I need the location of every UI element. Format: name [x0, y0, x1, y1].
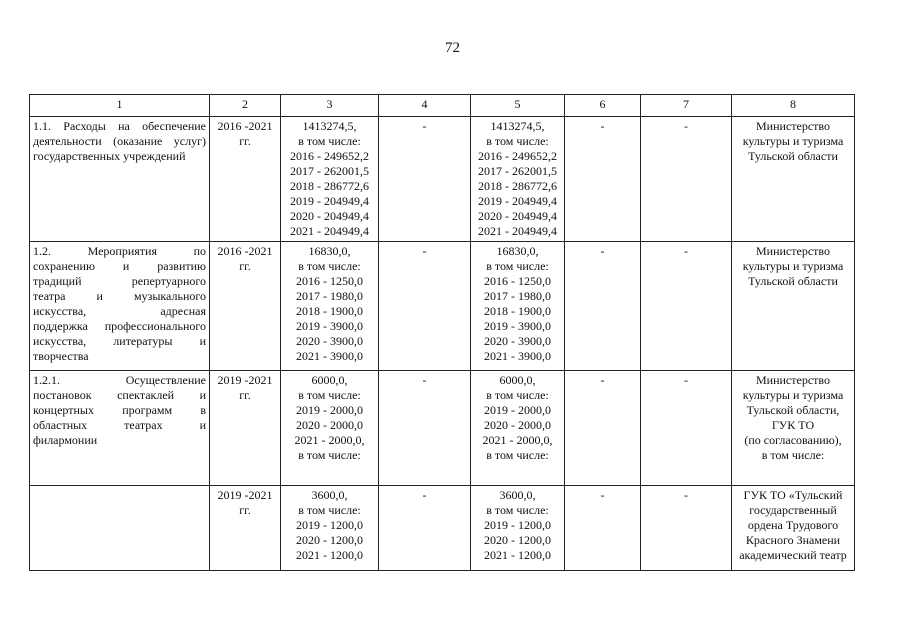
- executor-line: ГУК ТО «Тульский: [743, 488, 843, 502]
- executor-line: Красного Знамени: [745, 533, 841, 547]
- executor-line: академический театр: [739, 548, 847, 562]
- col5-cell: [471, 117, 565, 242]
- row-name-line: государственных учреждений: [33, 149, 186, 163]
- col5-cell: [471, 486, 565, 571]
- executor-line: в том числе:: [761, 448, 825, 462]
- period-line: гг.: [239, 503, 251, 517]
- header-col-5: 5: [471, 95, 565, 117]
- period-line: 2016 -2021: [217, 244, 273, 258]
- col7-cell: -: [641, 242, 732, 371]
- amount-line: 2021 - 3900,0: [296, 349, 363, 363]
- amount-line: 2021 - 3900,0: [484, 349, 551, 363]
- row-name-line: поддержка профессионального: [33, 319, 206, 333]
- col6-cell: -: [565, 371, 641, 486]
- row-name-line: концертных программ в: [33, 403, 206, 417]
- amount-line: 16830,0,: [308, 244, 351, 258]
- col6-cell: -: [565, 486, 641, 571]
- executor-cell: [732, 117, 855, 242]
- col7-cell: -: [641, 371, 732, 486]
- period-cell: [210, 117, 281, 242]
- amount-line: в том числе:: [298, 448, 361, 462]
- amount-line: в том числе:: [298, 503, 361, 517]
- executor-line: культуры и туризма: [742, 388, 844, 402]
- amount-line: 3600,0,: [499, 488, 536, 502]
- page-number: 72: [445, 40, 460, 56]
- header-row: [30, 95, 855, 117]
- amount-line: в том числе:: [486, 259, 549, 273]
- amount-line: 2019 - 3900,0: [296, 319, 363, 333]
- amount-line: 2016 - 249652,2: [478, 149, 557, 163]
- amount-line: в том числе:: [298, 388, 361, 402]
- row-name-cell: [30, 117, 210, 242]
- amount-line: 2021 - 2000,0,: [482, 433, 553, 447]
- amount-line: в том числе:: [298, 134, 361, 148]
- header-col-4: 4: [379, 95, 471, 117]
- amount-line: 2021 - 1200,0: [484, 548, 551, 562]
- amount-total-cell: [281, 242, 379, 371]
- row-name-cell: [30, 486, 210, 571]
- row-name-line: традиций репертуарного: [33, 274, 206, 288]
- amount-line: 2019 - 1200,0: [296, 518, 363, 532]
- row-name-line: искусства, литературы и: [33, 334, 206, 348]
- amount-line: 2016 - 1250,0: [296, 274, 363, 288]
- amount-line: 2020 - 1200,0: [296, 533, 363, 547]
- amount-line: 2016 - 249652,2: [290, 149, 369, 163]
- row-name-line: филармонии: [33, 433, 98, 447]
- amount-line: 2019 - 2000,0: [296, 403, 363, 417]
- row-name-cell: [30, 242, 210, 371]
- amount-line: 6000,0,: [311, 373, 348, 387]
- amount-total-cell: [281, 371, 379, 486]
- period-line: гг.: [239, 388, 251, 402]
- period-line: 2019 -2021: [217, 373, 273, 387]
- col5-cell: [471, 371, 565, 486]
- row-name-line: 1.2.1. Осуществление: [33, 373, 206, 387]
- amount-line: 2018 - 1900,0: [296, 304, 363, 318]
- row-name-line: постановок спектаклей и: [33, 388, 206, 402]
- executor-line: ГУК ТО: [771, 418, 815, 432]
- col6-cell: -: [565, 242, 641, 371]
- budget-table: [29, 94, 855, 571]
- col7-cell: -: [641, 486, 732, 571]
- period-line: гг.: [239, 259, 251, 273]
- amount-line: 2016 - 1250,0: [484, 274, 551, 288]
- amount-line: 2019 - 204949,4: [478, 194, 557, 208]
- amount-line: 3600,0,: [311, 488, 348, 502]
- row-name-line: 1.1. Расходы на обеспечение: [33, 119, 206, 133]
- table-row: [30, 371, 855, 486]
- period-line: 2016 -2021: [217, 119, 273, 133]
- amount-line: 2017 - 1980,0: [484, 289, 551, 303]
- row-name-line: 1.2. Мероприятия по: [33, 244, 206, 258]
- amount-line: 2020 - 2000,0: [484, 418, 551, 432]
- amount-line: 2021 - 2000,0,: [294, 433, 365, 447]
- executor-line: (по согласованию),: [744, 433, 842, 447]
- amount-line: 2020 - 2000,0: [296, 418, 363, 432]
- executor-line: Тульской области,: [746, 403, 840, 417]
- row-name-cell: [30, 371, 210, 486]
- amount-line: 2019 - 2000,0: [484, 403, 551, 417]
- executor-line: Тульской области: [748, 274, 838, 288]
- header-col-8: 8: [732, 95, 855, 117]
- amount-line: в том числе:: [486, 503, 549, 517]
- executor-line: Министерство: [756, 244, 830, 258]
- amount-line: 2020 - 3900,0: [484, 334, 551, 348]
- header-col-2: 2: [210, 95, 281, 117]
- table-row: [30, 486, 855, 571]
- amount-line: 2021 - 1200,0: [296, 548, 363, 562]
- col4-cell: -: [379, 371, 471, 486]
- col7-cell: -: [641, 117, 732, 242]
- amount-line: 2020 - 204949,4: [478, 209, 557, 223]
- period-cell: [210, 486, 281, 571]
- period-cell: [210, 371, 281, 486]
- amount-line: 2020 - 3900,0: [296, 334, 363, 348]
- col4-cell: -: [379, 242, 471, 371]
- row-name-line: областных театрах и: [33, 418, 206, 432]
- executor-line: государственный: [749, 503, 837, 517]
- amount-line: 2017 - 262001,5: [478, 164, 557, 178]
- col5-cell: [471, 242, 565, 371]
- amount-line: 2017 - 262001,5: [290, 164, 369, 178]
- header-col-6: 6: [565, 95, 641, 117]
- amount-line: в том числе:: [486, 388, 549, 402]
- executor-cell: [732, 371, 855, 486]
- amount-total-cell: [281, 486, 379, 571]
- executor-line: Министерство: [756, 373, 830, 387]
- row-name-line: творчества: [33, 349, 89, 363]
- amount-total-cell: [281, 117, 379, 242]
- amount-line: 2018 - 1900,0: [484, 304, 551, 318]
- col4-cell: -: [379, 117, 471, 242]
- amount-line: 2019 - 1200,0: [484, 518, 551, 532]
- amount-line: 1413274,5,: [302, 119, 357, 133]
- executor-line: культуры и туризма: [742, 259, 844, 273]
- amount-line: 16830,0,: [496, 244, 539, 258]
- table-row: [30, 117, 855, 242]
- period-line: гг.: [239, 134, 251, 148]
- col6-cell: -: [565, 117, 641, 242]
- col4-cell: -: [379, 486, 471, 571]
- row-name-line: театра и музыкального: [33, 289, 206, 303]
- header-col-7: 7: [641, 95, 732, 117]
- amount-line: 2019 - 204949,4: [290, 194, 369, 208]
- amount-line: 2021 - 204949,4: [290, 224, 369, 238]
- row-name-line: деятельности (оказание услуг): [33, 134, 206, 148]
- executor-cell: [732, 486, 855, 571]
- executor-cell: [732, 242, 855, 371]
- amount-line: 2019 - 3900,0: [484, 319, 551, 333]
- amount-line: 2020 - 204949,4: [290, 209, 369, 223]
- executor-line: Министерство: [756, 119, 830, 133]
- amount-line: в том числе:: [486, 448, 549, 462]
- amount-line: 2018 - 286772,6: [290, 179, 369, 193]
- executor-line: культуры и туризма: [742, 134, 844, 148]
- header-col-3: 3: [281, 95, 379, 117]
- amount-line: 1413274,5,: [490, 119, 545, 133]
- amount-line: 2017 - 1980,0: [296, 289, 363, 303]
- amount-line: в том числе:: [298, 259, 361, 273]
- amount-line: в том числе:: [486, 134, 549, 148]
- period-line: 2019 -2021: [217, 488, 273, 502]
- amount-line: 2021 - 204949,4: [478, 224, 557, 238]
- executor-line: Тульской области: [748, 149, 838, 163]
- period-cell: [210, 242, 281, 371]
- row-name-line: сохранению и развитию: [33, 259, 206, 273]
- amount-line: 2020 - 1200,0: [484, 533, 551, 547]
- header-col-1: 1: [30, 95, 210, 117]
- executor-line: ордена Трудового: [747, 518, 839, 532]
- amount-line: 6000,0,: [499, 373, 536, 387]
- amount-line: 2018 - 286772,6: [478, 179, 557, 193]
- row-name-line: искусства, адресная: [33, 304, 206, 318]
- table-row: [30, 242, 855, 371]
